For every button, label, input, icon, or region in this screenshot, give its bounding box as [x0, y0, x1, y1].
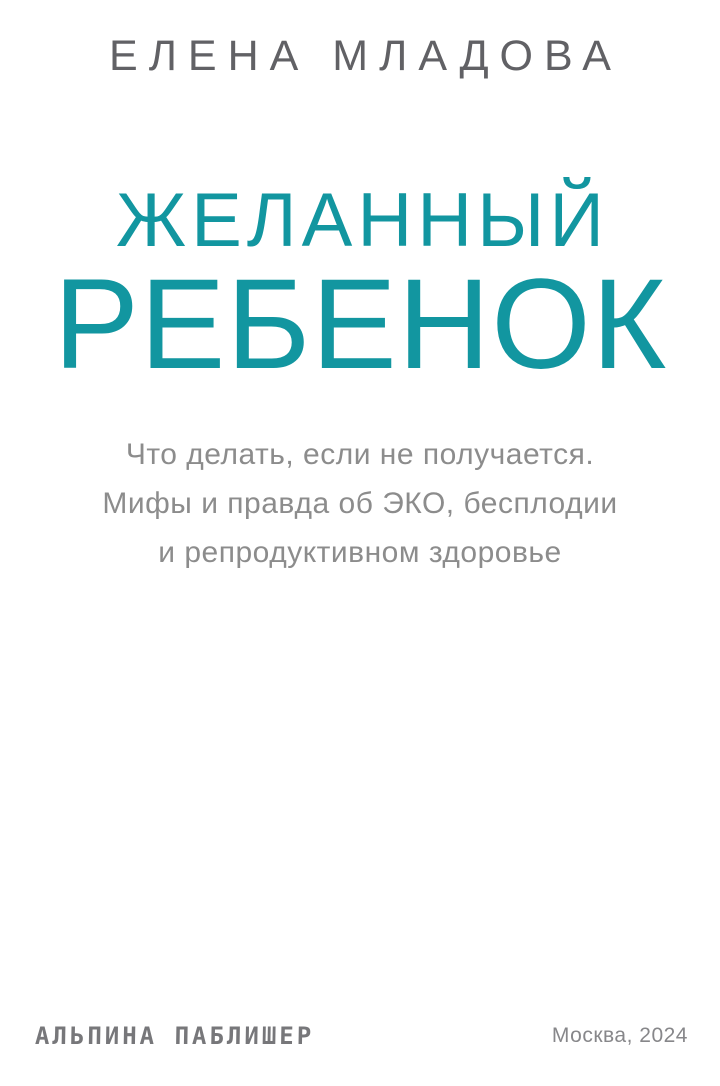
book-title-line-2: РЕБЕНОК	[53, 253, 668, 396]
book-title	[0, 178, 720, 396]
subtitle-line-3: и репродуктивном здоровье	[158, 536, 562, 569]
book-subtitle	[0, 430, 720, 577]
publisher-logo: АЛЬПИНА ПАБЛИШЕР	[34, 1022, 315, 1050]
author-name: ЕЛЕНА МЛАДОВА	[109, 32, 622, 80]
city-year: Москва, 2024	[551, 1024, 688, 1047]
subtitle-line-1: Что делать, если не получается.	[125, 438, 595, 471]
subtitle-line-2: Мифы и правда об ЭКО, бесплодии	[102, 487, 618, 520]
book-title-line-1: ЖЕЛАННЫЙ	[115, 178, 610, 263]
